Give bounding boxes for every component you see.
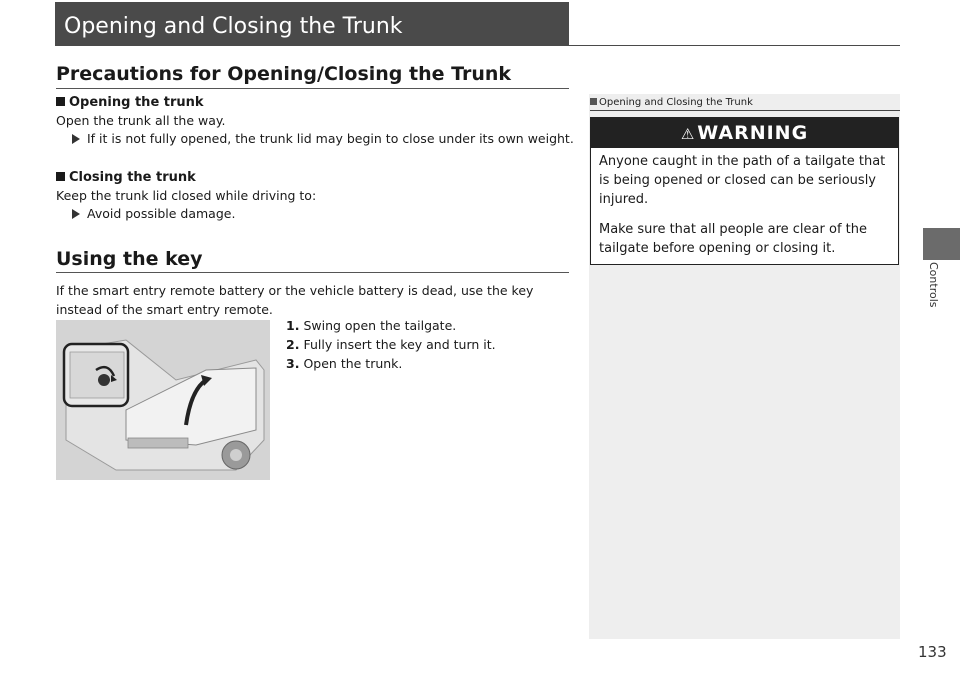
key-section-rule [56,272,569,273]
opening-bullet: If it is not fully opened, the trunk lid may begin to close under its own weight. [72,131,574,146]
sidebar-label: Opening and Closing the Trunk [590,97,753,108]
chapter-title: Opening and Closing the Trunk [64,14,403,39]
chapter-tab-label: Controls [927,262,940,308]
key-steps-list [286,316,496,373]
page-number: 133 [918,643,947,661]
key-paragraph: If the smart entry remote battery or the vehicle battery is dead, use the key instead of the smart entry remote. [56,283,534,317]
warning-text-1: Anyone caught in the path of a tailgate that is being opened or closed can be seriously injured. [599,154,886,207]
arrow-bullet-icon [72,209,80,219]
closing-line: Keep the trunk lid closed while driving to: [56,188,317,203]
opening-heading: Opening the trunk [56,95,204,110]
reference-marker-icon [590,98,597,105]
chapter-tab [923,228,960,260]
step-item: 1. Swing open the tailgate. [286,318,457,333]
warning-header: ⚠ WARNING [591,118,898,148]
warning-box [590,117,899,265]
closing-heading: Closing the trunk [56,170,196,185]
tailgate-key-illustration [56,320,270,480]
square-bullet-icon [56,97,65,106]
closing-bullet: Avoid possible damage. [72,206,235,221]
arrow-bullet-icon [72,134,80,144]
step-item: 2. Fully insert the key and turn it. [286,337,496,352]
key-section-title: Using the key [56,248,203,270]
banner-rule [569,45,900,46]
truck-tailgate-icon [56,320,270,480]
chapter-banner [55,2,569,46]
warning-text-2: Make sure that all people are clear of the tailgate before opening or closing it. [599,222,867,256]
step-item: 3. Open the trunk. [286,356,403,371]
section-rule [56,88,569,89]
warning-triangle-icon: ⚠ [680,125,696,143]
sidebar-rule [590,110,900,111]
square-bullet-icon [56,172,65,181]
opening-line: Open the trunk all the way. [56,113,226,128]
section-title: Precautions for Opening/Closing the Trunk [56,63,512,85]
